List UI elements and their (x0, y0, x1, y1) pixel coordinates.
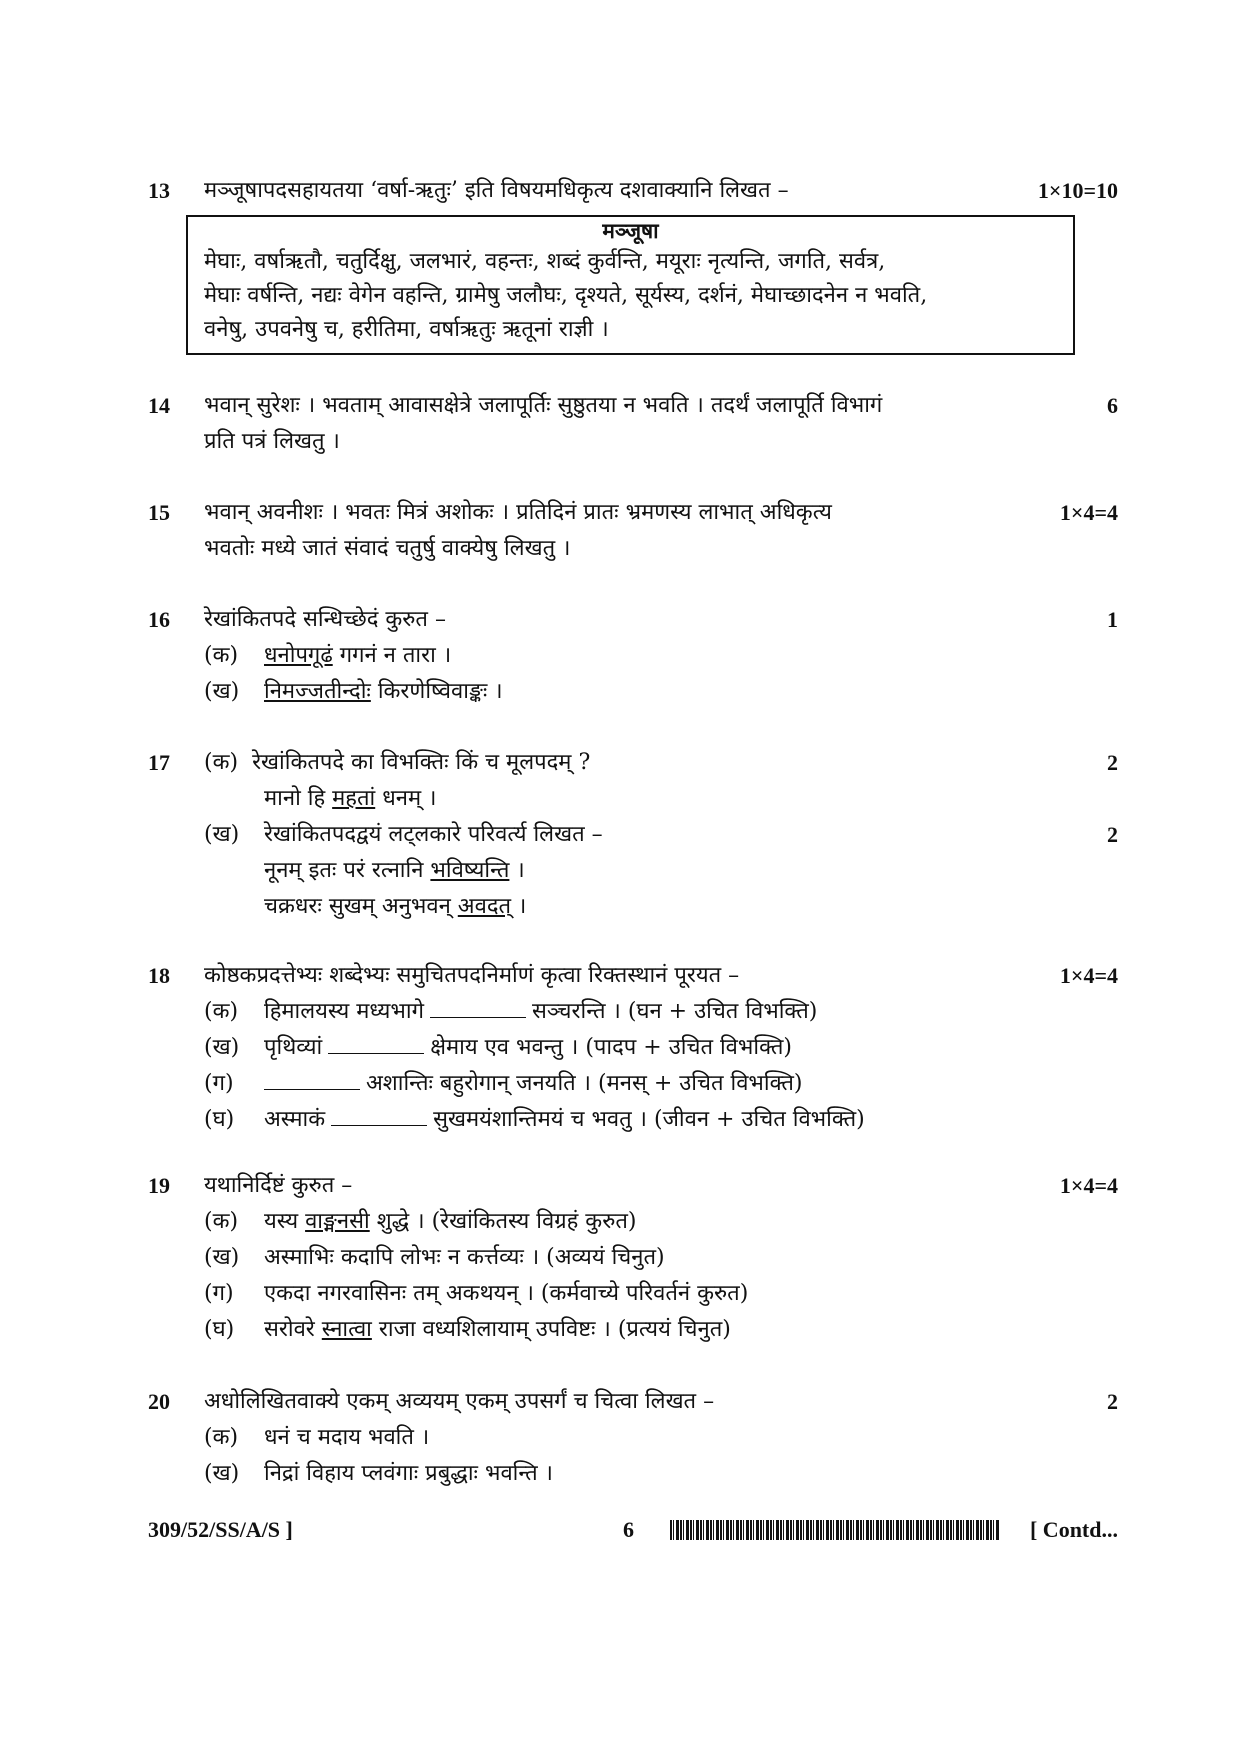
sub-question (148, 781, 1118, 817)
sub-text: यस्य (264, 1209, 306, 1234)
sub-text: क्षेमाय एव भवन्तु । (पादप + उचित विभक्ति) (430, 1035, 792, 1060)
sub-label: (घ) (204, 1317, 235, 1342)
answer-blank (264, 1067, 360, 1090)
sub-text: गगनं न तारा । (332, 643, 452, 668)
sub-label: (घ) (204, 1107, 235, 1132)
page-footer (148, 1512, 1118, 1548)
sub-text: हिमालयस्य मध्यभागे (264, 999, 424, 1024)
sub-label: (क) (204, 643, 239, 668)
sub-label: (ख) (204, 822, 240, 847)
sub-label: (क) (204, 999, 239, 1024)
sub-question (148, 1066, 1118, 1102)
question-number: 18 (148, 963, 170, 988)
question-text: यथानिर्दिष्टं कुरुत – (204, 1173, 353, 1198)
sub-text: एकदा नगरवासिनः तम् अकथयन् । (कर्मवाच्ये परिवर्तनं कुरुत) (264, 1281, 749, 1306)
sub-question (148, 1456, 1118, 1492)
sub-text: पृथिव्यां (264, 1035, 323, 1060)
marks: 1×4=4 (1059, 963, 1118, 988)
sub-question (148, 1204, 1118, 1240)
question-text: मञ्जूषापदसहायतया ‘वर्षा-ऋतुः’ इति विषयमधिकृत्य दशवाक्यानि लिखत – (204, 178, 789, 203)
sub-label: (ख) (204, 1245, 240, 1270)
question-number: 13 (148, 178, 170, 203)
question-text: कोष्ठकप्रदत्तेभ्यः शब्देभ्यः समुचितपदनिर्माणं कृत्वा रिक्तस्थानं पूरयत – (204, 963, 740, 988)
sub-text: शुद्धे । (रेखांकितस्य विग्रहं कुरुत) (369, 1209, 637, 1234)
sub-label: (ग) (204, 1071, 234, 1096)
sub-question (148, 1420, 1118, 1456)
paper-code: 309/52/SS/A/S ] (148, 1517, 293, 1542)
sub-text: मानो हि (264, 786, 333, 811)
question-text-cont: प्रति पत्रं लिखतु । (204, 429, 340, 454)
question-text: भवान् अवनीशः । भवतः मित्रं अशोकः । प्रतिदिनं प्रातः भ्रमणस्य लाभात् अधिकृत्य (204, 500, 832, 525)
answer-blank (331, 1103, 427, 1126)
sub-question (148, 817, 1118, 853)
underlined-word: भविष्यन्ति (430, 858, 510, 883)
sub-text: । (509, 858, 525, 883)
page-number: 6 (623, 1517, 634, 1542)
barcode (670, 1520, 1000, 1540)
answer-blank (430, 995, 526, 1018)
question-20 (148, 1384, 1118, 1492)
sub-text: । (511, 894, 527, 919)
sub-text: राजा वध्यशिलायाम् उपविष्टः । (प्रत्ययं चिनुत) (371, 1317, 731, 1342)
underlined-word: निमज्जतीन्दोः (264, 679, 371, 704)
sub-text: अस्माभिः कदापि लोभः न कर्त्तव्यः । (अव्ययं चिनुत) (264, 1245, 665, 1270)
question-number: 16 (148, 607, 170, 632)
question-text: अधोलिखितवाक्ये एकम् अव्ययम् एकम् उपसर्गं च चित्वा लिखत – (204, 1389, 715, 1414)
sub-text: अस्माकं (264, 1107, 326, 1132)
sub-text: सरोवरे (264, 1317, 322, 1342)
question-number: 17 (148, 750, 170, 775)
question-14 (148, 388, 1118, 460)
sub-label: (ख) (204, 1461, 240, 1486)
sub-question (148, 1102, 1118, 1138)
question-number: 20 (148, 1389, 170, 1414)
sub-question (148, 1030, 1118, 1066)
answer-blank (328, 1031, 424, 1054)
question-text: रेखांकितपदे सन्धिच्छेदं कुरुत – (204, 607, 446, 632)
marks: 1×10=10 (1037, 178, 1118, 203)
question-number: 14 (148, 393, 170, 418)
sub-text: धनं च मदाय भवति । (264, 1425, 430, 1450)
word-box-line: वनेषु, उपवनेषु च, हरीतिमा, वर्षाऋतुः ऋतूनां राज्ञी । (204, 317, 609, 342)
underlined-word: स्नात्वा (321, 1317, 372, 1342)
question-number: 15 (148, 500, 170, 525)
word-box-line: मेघाः वर्षन्ति, नद्यः वेगेन वहन्ति, ग्रामेषु जलौघः, दृश्यते, सूर्यस्य, दर्शनं, मेघाच्छादनेन न भवति, (204, 283, 928, 308)
sub-text: किरणेष्विवाङ्कः । (370, 679, 503, 704)
question-16 (148, 602, 1118, 710)
question-text-cont: भवतोः मध्ये जातं संवादं चतुर्षु वाक्येषु लिखतु । (204, 536, 571, 561)
sub-label: (क) (204, 1425, 239, 1450)
question-19 (148, 1168, 1118, 1348)
question-18 (148, 958, 1118, 1138)
underlined-word: महतां (332, 786, 376, 811)
word-box-line: मेघाः, वर्षाऋतौ, चतुर्दिक्षु, जलभारं, वहन्तः, शब्दं कुर्वन्ति, मयूराः नृत्यन्ति, जगति, सर्वत्र, (204, 249, 886, 274)
sub-question (148, 994, 1118, 1030)
underlined-word: धनोपगूढं (264, 643, 333, 668)
sub-text: नूनम् इतः परं रत्नानि (264, 858, 431, 883)
sub-label: (ग) (204, 1281, 234, 1306)
word-box-title: मञ्जूषा (602, 218, 659, 243)
marks: 1×4=4 (1059, 500, 1118, 525)
sub-question (148, 1240, 1118, 1276)
sub-question (148, 1312, 1118, 1348)
sub-label: (ख) (204, 1035, 240, 1060)
sub-label: (क) (204, 1209, 239, 1234)
marks: 2 (1107, 822, 1118, 847)
sub-text: सुखमयंशान्तिमयं च भवतु । (जीवन + उचित विभक्ति) (433, 1107, 865, 1132)
marks: 1 (1107, 607, 1118, 632)
sub-text: सञ्चरन्ति । (घन + उचित विभक्ति) (531, 999, 818, 1024)
continued-label: [ Contd... (1029, 1517, 1118, 1542)
sub-question (148, 853, 1118, 889)
sub-question (148, 674, 1118, 710)
question-13 (148, 173, 1118, 209)
marks: 1×4=4 (1059, 1173, 1118, 1198)
sub-question (148, 1276, 1118, 1312)
word-box (186, 215, 1075, 355)
question-number: 19 (148, 1173, 170, 1198)
sub-label: (ख) (204, 679, 240, 704)
question-text: रेखांकितपदद्वयं लट्लकारे परिवर्त्य लिखत – (264, 822, 603, 847)
question-15 (148, 495, 1118, 567)
sub-text: अशान्तिः बहुरोगान् जनयति । (मनस् + उचित विभक्ति) (366, 1071, 803, 1096)
sub-text: निद्रां विहाय प्लवंगाः प्रबुद्धाः भवन्ति । (264, 1461, 554, 1486)
question-text: रेखांकितपदे का विभक्तिः किं च मूलपदम् ? (252, 750, 591, 775)
sub-question (148, 889, 1118, 925)
question-17 (148, 745, 1118, 925)
question-text: भवान् सुरेशः । भवताम् आवासक्षेत्रे जलापूर्तिः सुष्ठुतया न भवति । तदर्थं जलापूर्ति विभागं (204, 393, 883, 418)
sub-text: चक्रधरः सुखम् अनुभवन् (264, 894, 458, 919)
sub-label: (क) (204, 750, 239, 775)
sub-question (148, 638, 1118, 674)
underlined-word: वाङ्मनसी (305, 1209, 370, 1234)
marks: 2 (1107, 750, 1118, 775)
marks: 6 (1107, 393, 1118, 418)
marks: 2 (1107, 1389, 1118, 1414)
sub-text: धनम् । (375, 786, 437, 811)
underlined-word: अवदत् (457, 894, 512, 919)
